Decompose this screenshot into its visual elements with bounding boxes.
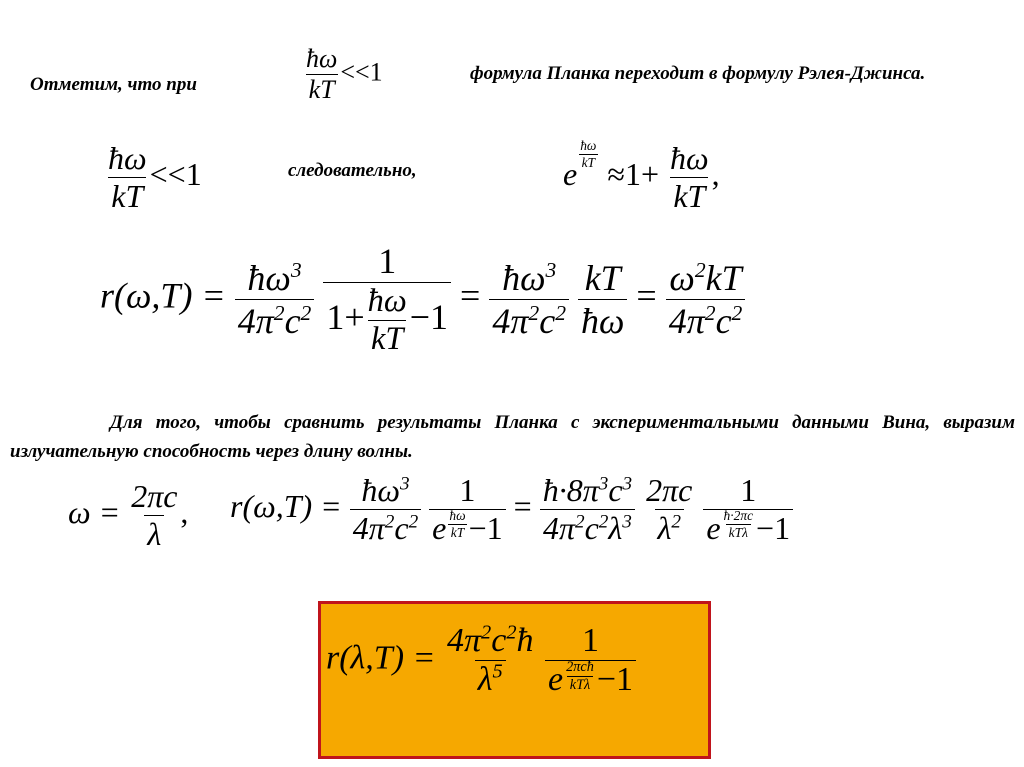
final-result-equation: r(λ,T) = $\frac{4\pi^2c^2ħ}{\lambda^5}$ 1 e $\frac{\text{2πcħ}}{\text{kTλ}}$ −1 (326, 622, 636, 699)
consequently-label: следовательно, (288, 160, 417, 181)
rayleigh-jeans-equation: r(ω,T) = $\frac{ħ\omega^3}{4\pi^2c^2}$ 1 1+ $\frac{ħ\omega}{kT}$ −1 = $\frac{ħ\omega^3}{4\pi^2c^2}$ $\frac{kT}{ħ\omega}$ = $\frac{\omega^2kT}{4\pi^2c^2}$ (100, 240, 745, 358)
r-omega-lambda-equation: r(ω,T) = $\frac{ħ\omega^3}{4\pi^2c^2}$ 1 e $\frac{ħ\omega}{kT}$ −1 = $\frac{ħ\cdot 8\pi^3c^3}{4\pi^2c^2\lambda^3}$ $\frac{2\pi c}{\lambda^2}$ 1 e $\frac{ħ\cdot 2\pi c}{\text{kTλ}}$ −1 (230, 472, 793, 547)
omega-substitution: ω = $\frac{2\pi c}{\lambda}$ , (68, 478, 189, 552)
exp-approx: e $\frac{ħ\omega}{kT}$ ≈1+ $\frac{ħ\omega}{kT}$ , (563, 138, 720, 214)
intro-tail: формула Планка переходит в формулу Рэлея-Джинса. (470, 63, 926, 84)
condition-small: $\frac{ħ\omega}{kT}$ <<1 (306, 44, 383, 104)
intro-lead: Отметим, что при (30, 74, 197, 95)
paragraph-text: Для того, чтобы сравнить результаты Планка с экспериментальными данными Вина, выразим излучательную способность через длину волны. (10, 412, 1015, 462)
condition-large: $\frac{ħ\omega}{kT}$ <<1 (108, 140, 202, 214)
